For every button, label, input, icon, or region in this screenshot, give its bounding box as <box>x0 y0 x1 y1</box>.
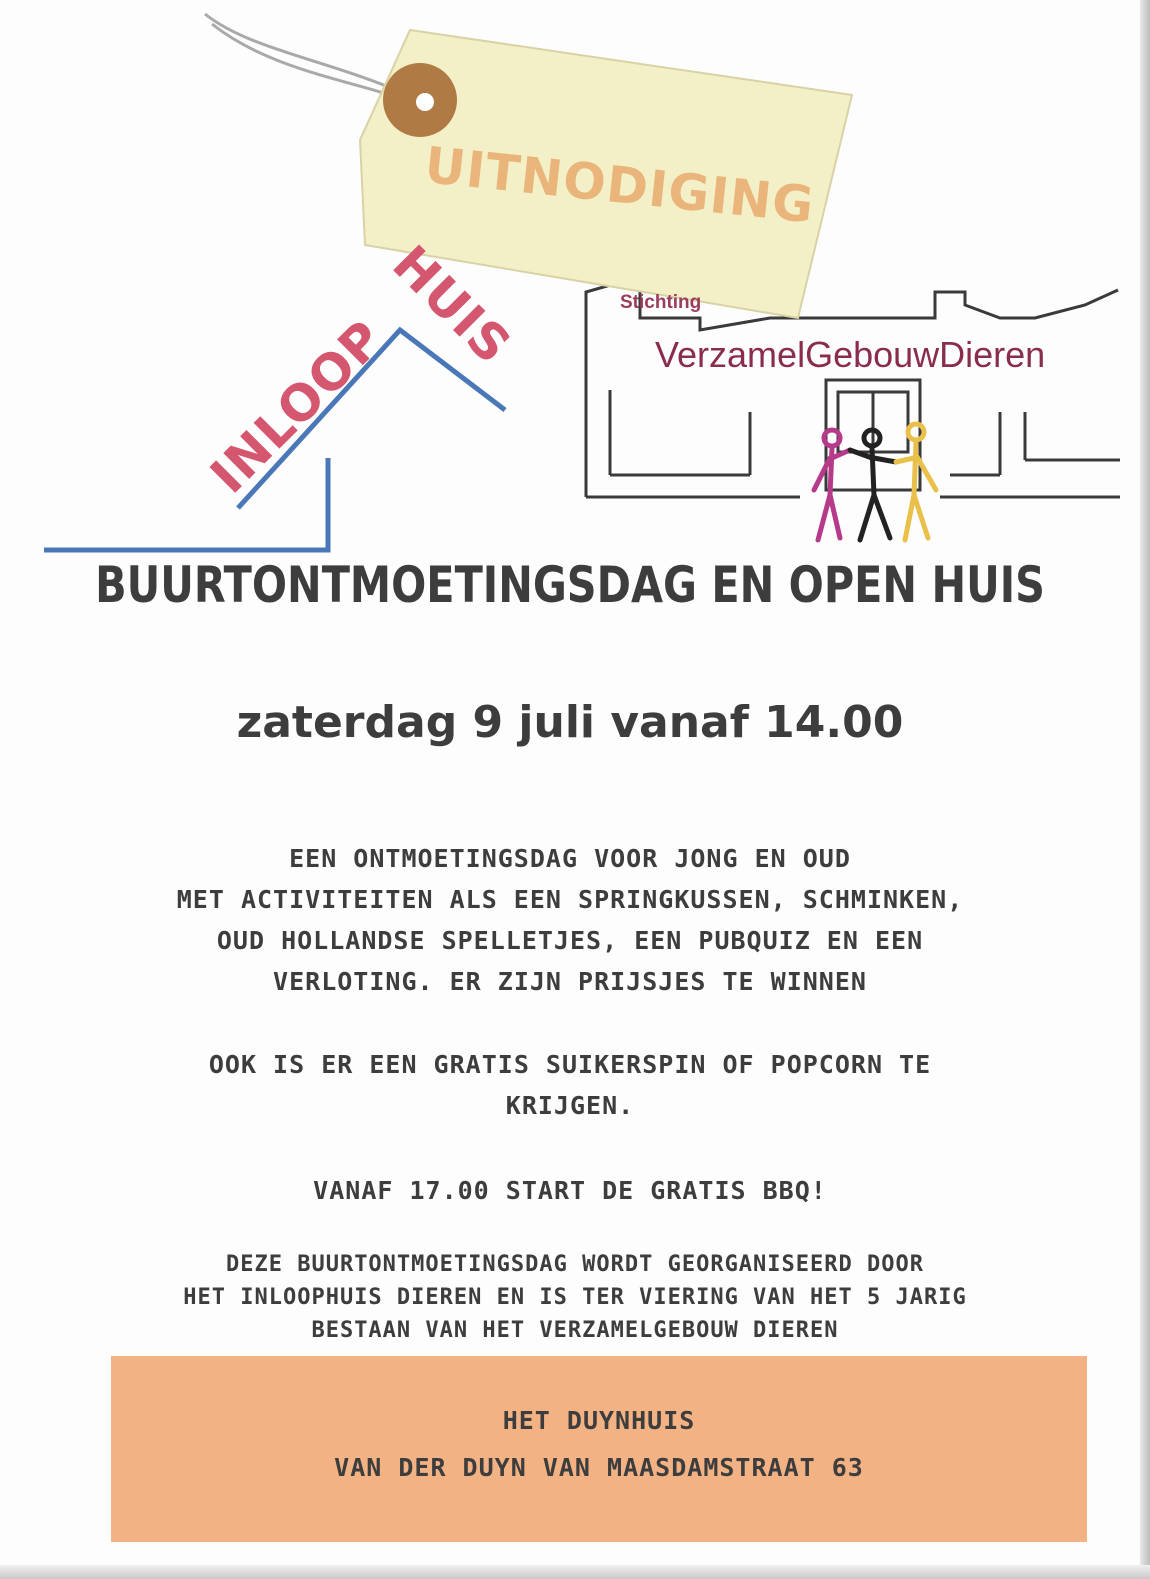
venue-address: VAN DER DUYN VAN MAASDAMSTRAAT 63 <box>334 1453 864 1482</box>
building-outline-icon <box>586 284 1120 497</box>
header-artwork <box>0 0 1150 560</box>
invitation-title: UITNODIGING <box>421 136 818 235</box>
organizer-line: HET INLOOPHUIS DIEREN EN IS TER VIERING VAN HET 5 JARIG <box>183 1285 967 1310</box>
stichting-label: Stichting <box>620 292 702 313</box>
description-line: MET ACTIVITEITEN ALS EEN SPRINGKUSSEN, SCHMINKEN, <box>176 885 964 914</box>
description-line: VERLOTING. ER ZIJN PRIJSJES TE WINNEN <box>273 967 867 996</box>
page-edge-bottom <box>0 1565 1150 1579</box>
inloophuis-logo-text-part1: INLOOP <box>199 309 395 505</box>
event-description <box>0 838 1140 1002</box>
organizer-info <box>0 1248 1150 1347</box>
organizer-line: DEZE BUURTONTMOETINGSDAG WORDT GEORGANISEERD DOOR <box>225 1252 924 1277</box>
venue-box <box>111 1356 1087 1542</box>
treat-line: OOK IS ER EEN GRATIS SUIKERSPIN OF POPCORN TE <box>208 1050 932 1079</box>
people-icon <box>814 424 936 540</box>
description-line: EEN ONTMOETINGSDAG VOOR JONG EN OUD <box>289 844 851 873</box>
header-illustration <box>0 0 1150 560</box>
organizer-line: BESTAAN VAN HET VERZAMELGEBOUW DIEREN <box>311 1318 839 1343</box>
event-heading: BUURTONTMOETINGSDAG EN OPEN HUIS <box>95 556 1045 614</box>
treat-info <box>0 1044 1140 1126</box>
inloophuis-logo-text-part2: HUIS <box>381 234 523 376</box>
venue-name: HET DUYNHUIS <box>502 1406 696 1435</box>
treat-line: KRIJGEN. <box>505 1091 635 1120</box>
description-line: OUD HOLLANDSE SPELLETJES, EEN PUBQUIZ EN EEN <box>216 926 924 955</box>
bbq-info <box>0 1170 1140 1211</box>
event-date-time: zaterdag 9 juli vanaf 14.00 <box>236 697 904 748</box>
bbq-line: VANAF 17.00 START DE GRATIS BBQ! <box>313 1176 827 1205</box>
tag-string-icon <box>205 14 412 102</box>
verzamelgebouw-logo-text: VerzamelGebouwDieren <box>655 334 1046 375</box>
